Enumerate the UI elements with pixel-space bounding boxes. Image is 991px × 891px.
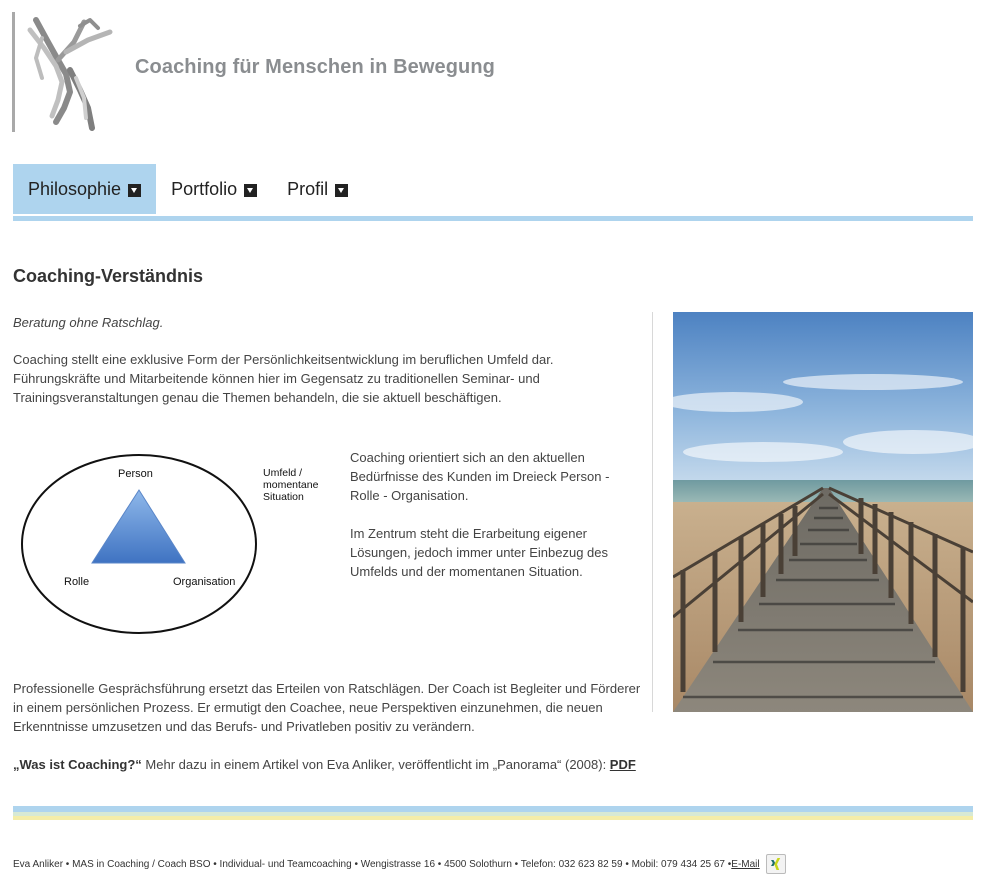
tagline: Beratung ohne Ratschlag. [13, 315, 164, 330]
email-link[interactable]: E-Mail [731, 858, 760, 870]
label-umfeld-2: momentane [263, 479, 319, 491]
main-content [13, 313, 643, 405]
column-divider [652, 312, 653, 712]
nav-item-label: Profil [287, 178, 329, 199]
diagram-text-2: Im Zentrum steht die Erarbeitung eigener Lösungen, jedoch immer unter Einbezug des Umfelds und der momentanen Situation. [350, 526, 608, 579]
page-title: Coaching-Verständnis [13, 266, 204, 286]
dancer-logo-icon [18, 12, 118, 134]
label-umfeld-3: Situation [263, 491, 304, 503]
article-title: „Was ist Coaching?“ [13, 757, 142, 772]
main-nav [13, 164, 363, 214]
coaching-triangle-diagram [8, 449, 338, 639]
boardwalk-photo [673, 312, 973, 712]
bottom-paragraph: Professionelle Gesprächsführung ersetzt das Erteilen von Ratschlägen. Der Coach ist Begleiter und Förderer in einem persönlichen Prozess. Er ermutigt den Coachee, neue Perspektiven einzunehmen, die neuen Erkenntnisse umzusetzen und das Berufs- und Privatleben positiv zu verändern. [13, 681, 641, 734]
site-title: Coaching für Menschen in Bewegung [135, 56, 495, 78]
dropdown-arrow-icon[interactable] [244, 184, 257, 197]
nav-item-label: Philosophie [28, 178, 122, 199]
label-person: Person [118, 468, 153, 480]
footer-contact-text: Eva Anliker • MAS in Coaching / Coach BSO • Individual- und Teamcoaching • Wengistrasse 16 • 4500 Solothurn • Telefon: 032 623 82 59 • Mobil: 079 434 25 67 • [13, 858, 732, 870]
coaching-article-line [13, 755, 713, 774]
nav-item-portfolio[interactable] [156, 164, 272, 214]
article-text: Mehr dazu in einem Artikel von Eva Anliker, veröffentlicht im „Panorama“ (2008): [141, 757, 610, 772]
boardwalk-image [673, 312, 973, 712]
dropdown-arrow-icon[interactable] [335, 184, 348, 197]
nav-item-philosophie[interactable] [13, 164, 156, 214]
label-organisation: Organisation [173, 576, 236, 588]
pdf-link[interactable]: PDF [609, 757, 636, 772]
label-umfeld-1: Umfeld / [263, 467, 303, 479]
diagram-text-1: Coaching orientiert sich an den aktuellen Bedürfnisse des Kunden im Dreieck Person - Rolle - Organisation. [350, 450, 610, 503]
footer [13, 854, 786, 874]
intro-paragraph: Coaching stellt eine exklusive Form der Persönlichkeitsentwicklung im beruflichen Umfeld dar. Führungskräfte und Mitarbeitende können hier im Gegensatz zu traditionellen Seminar- und Trainingsveranstaltungen genau die Themen behandeln, die sie aktuell beschäftigen. [13, 352, 554, 405]
nav-item-label: Portfolio [171, 178, 238, 199]
nav-underline [13, 216, 973, 221]
logo[interactable] [12, 12, 122, 134]
label-rolle: Rolle [64, 576, 90, 588]
diagram-description [350, 448, 625, 600]
logo-bar [12, 12, 15, 132]
dropdown-arrow-icon[interactable] [128, 184, 141, 197]
triangle-ellipse-graphic [8, 449, 338, 639]
nav-item-profil[interactable] [272, 164, 363, 214]
footer-stripe-yellow [13, 816, 973, 820]
xing-icon[interactable] [766, 854, 786, 874]
